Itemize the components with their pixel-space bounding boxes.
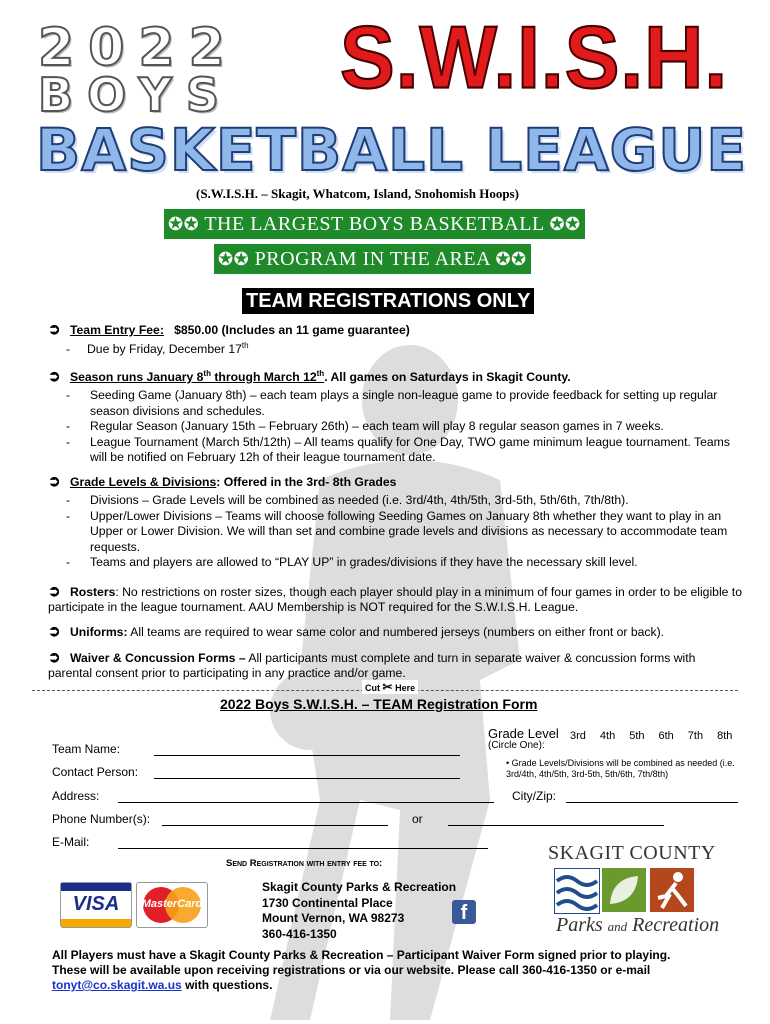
season-item: Seeding Game (January 8th) – each team plays a single non-league game to provide feedback for setting up regular season divisions and schedules. <box>90 388 718 418</box>
cut-here-label: Cut ✂ Here <box>362 680 418 694</box>
send-to-label: Send Registration with entry fee to: <box>226 858 383 869</box>
subtitle: (S.W.I.S.H. – Skagit, Whatcom, Island, Snohomish Hoops) <box>196 186 519 201</box>
grade-option[interactable]: 8th <box>717 730 733 742</box>
city-label: City/Zip: <box>512 789 557 803</box>
rosters-text: : No restrictions on roster sizes, though each player should play in a minimum of four games in order to be eligible to participate in the league tournament. AAU Membership is NOT required for the S.W.I.S.H. League. <box>48 585 742 615</box>
grades-label: Grade Levels & Divisions <box>69 475 217 489</box>
email-label: E-Mail: <box>52 835 90 849</box>
year-2022: 2022 <box>38 18 239 78</box>
boys-word: BOYS <box>38 68 233 122</box>
grade-option[interactable]: 4th <box>599 730 616 742</box>
sup: th <box>241 341 249 351</box>
banner-text-1: THE LARGEST BOYS BASKETBALL <box>204 213 544 235</box>
grades-item: Divisions – Grade Levels will be combined as needed (i.e. 3rd/4th, 4th/5th, 3rd-5th, 5th/6th, 7th/8th). <box>90 493 629 508</box>
logo-top-text: SKAGIT COUNTY <box>548 842 716 864</box>
email-link[interactable]: tonyt@co.skagit.wa.us <box>52 978 182 992</box>
arrow-icon: ➲ <box>48 321 61 338</box>
boys-title <box>38 68 338 122</box>
visa-text: VISA <box>72 893 120 915</box>
arrow-icon: ➲ <box>48 368 61 386</box>
year-title <box>38 18 338 78</box>
contact-field[interactable] <box>154 778 460 779</box>
season-title-rest: . All games on Saturdays in Skagit County. <box>324 370 571 385</box>
arrow-icon: ➲ <box>48 623 61 640</box>
arrow-icon: ➲ <box>48 649 61 666</box>
visa-logo <box>60 882 132 928</box>
arrow-icon: ➲ <box>48 473 61 490</box>
form-title: 2022 Boys S.W.I.S.H. – TEAM Registration Form <box>220 696 538 712</box>
rosters-section <box>48 584 748 616</box>
star-icon: ✪✪ <box>549 214 581 234</box>
uniforms-label: Uniforms: <box>69 625 128 639</box>
banner-text-2: PROGRAM IN THE AREA <box>254 248 490 270</box>
grade-level-label: Grade Level <box>488 726 559 741</box>
grade-option[interactable]: 3rd <box>570 730 586 742</box>
street: 1730 Continental Place <box>262 895 393 910</box>
uniforms-section <box>48 624 748 640</box>
scissors-icon: ✂ <box>382 680 393 694</box>
or-label: or <box>412 812 423 826</box>
leaf-icon <box>602 868 646 912</box>
logo-bottom-text: Parks and Recreation <box>556 914 720 936</box>
runner-icon <box>650 868 694 912</box>
season-section: ➲ Season runs January 8th through March 12th. All games on Saturdays in Skagit County. - Seeding Game (January 8th) – each team plays a single non-league game to provide feedback for setting up regular season divisions and schedules. - Regular Season (January 15th – February 26th) – each team will play 8 regular season games in 7 weeks. - League Tournament (March 5th/12th) – All teams qualify for One Day, TWO game minimum league tournament. Teams will be notified on February 12h of their league tournament date. <box>48 368 730 465</box>
phone-field-2[interactable] <box>448 825 664 826</box>
star-icon: ✪✪ <box>218 249 250 269</box>
basketball-league-title: BASKETBALL LEAGUE <box>36 116 747 184</box>
email-field[interactable] <box>118 848 488 849</box>
city-field[interactable] <box>566 802 738 803</box>
season-title: Season runs January 8th through March 12th <box>69 369 325 385</box>
star-icon: ✪✪ <box>168 214 200 234</box>
grades-item: Upper/Lower Divisions – Teams will choose following Seeding Games on January 8th whether they want to play in an Upper or Lower Division. We will than set and combine grade levels and divisions as necessary to accommodate team requests. <box>90 508 728 554</box>
waiver-section <box>48 650 738 682</box>
grades-section: ➲ Grade Levels & Divisions: Offered in the 3rd- 8th Grades - Divisions – Grade Levels will be combined as needed (i.e. 3rd/4th, 4th/5th, 3rd-5th, 5th/6th, 7th/8th). - Upper/Lower Divisions – Teams will choose following Seeding Games on January 8th whether they want to play in an Upper or Lower Division. We will than set and combine grade levels and divisions as necessary to accommodate team requests. - Teams and players are allowed to “PLAY UP” in grades/divisions if they have the necessary skill level. <box>48 474 748 570</box>
mastercard-logo <box>136 882 208 928</box>
banner-line-1 <box>164 209 585 239</box>
footer-note <box>52 948 742 993</box>
grade-note: • Grade Levels/Divisions will be combined as needed (i.e. 3rd/4th, 4th/5th, 3rd-5th, 5th/6th, 7th/8th) <box>506 758 735 779</box>
fee-label: Team Entry Fee: <box>69 323 164 337</box>
phone-field-1[interactable] <box>162 825 388 826</box>
footer-line-1: All Players must have a Skagit County Parks & Recreation – Participant Waiver Form signed prior to playing. <box>52 948 671 962</box>
contact-label: Contact Person: <box>52 765 139 779</box>
star-icon: ✪✪ <box>495 249 527 269</box>
grades-rest: : Offered in the 3rd- 8th Grades <box>216 475 397 489</box>
phone-number: 360-416-1350 <box>262 926 337 941</box>
grades-item: Teams and players are allowed to “PLAY UP” in grades/divisions if they have the necessary skill level. <box>90 555 638 570</box>
water-icon <box>554 868 600 914</box>
grade-option[interactable]: 6th <box>658 730 674 742</box>
city-state-zip: Mount Vernon, WA 98273 <box>262 911 405 925</box>
address-label: Address: <box>52 789 100 803</box>
grade-options[interactable] <box>570 730 732 742</box>
team-registrations-banner: TEAM REGISTRATIONS ONLY <box>242 288 534 314</box>
phone-label: Phone Number(s): <box>52 812 151 826</box>
rosters-label: Rosters <box>69 585 116 599</box>
fee-value: $850.00 (Includes an 11 game guarantee) <box>174 323 410 337</box>
swish-title: S.W.I.S.H. <box>340 8 729 107</box>
waiver-label: Waiver & Concussion Forms – <box>69 651 246 665</box>
address-field[interactable] <box>118 802 494 803</box>
circle-one-label: (Circle One): <box>488 740 545 751</box>
mastercard-text: MasterCard <box>141 898 203 910</box>
team-name-label: Team Name: <box>52 742 121 756</box>
season-item: League Tournament (March 5th/12th) – All teams qualify for One Day, TWO game minimum league tournament. Teams will be notified on February 12h of their league tournament date. <box>90 434 730 465</box>
season-item: Regular Season (January 15th – February 26th) – each team will play 8 regular season games in 7 weeks. <box>90 419 664 434</box>
org-name: Skagit County Parks & Recreation <box>262 880 457 894</box>
banner-line-2 <box>214 244 531 274</box>
footer-line-3: with questions. <box>181 978 273 992</box>
mailing-address <box>262 880 456 942</box>
arrow-icon: ➲ <box>48 583 61 600</box>
team-name-field[interactable] <box>154 755 460 756</box>
footer-line-2: These will be available upon receiving registrations or via our website. Please call 360-416-1350 or e-mail <box>52 963 651 977</box>
waiver-text: All participants must complete and turn in separate waiver & concussion forms with parental consent prior to participating in any practice and/or game. <box>48 651 696 681</box>
grade-option[interactable]: 7th <box>687 730 704 742</box>
uniforms-text: All teams are required to wear same color and numbered jerseys (numbers on either front or back). <box>127 625 665 639</box>
grade-option[interactable]: 5th <box>629 730 645 742</box>
facebook-icon[interactable]: f <box>452 900 476 924</box>
fee-section: ➲ Team Entry Fee: $850.00 (Includes an 11 game guarantee) - Due by Friday, December 17th <box>48 321 410 357</box>
skagit-county-logo <box>548 842 718 940</box>
fee-due: Due by Friday, December 17 <box>87 342 242 357</box>
